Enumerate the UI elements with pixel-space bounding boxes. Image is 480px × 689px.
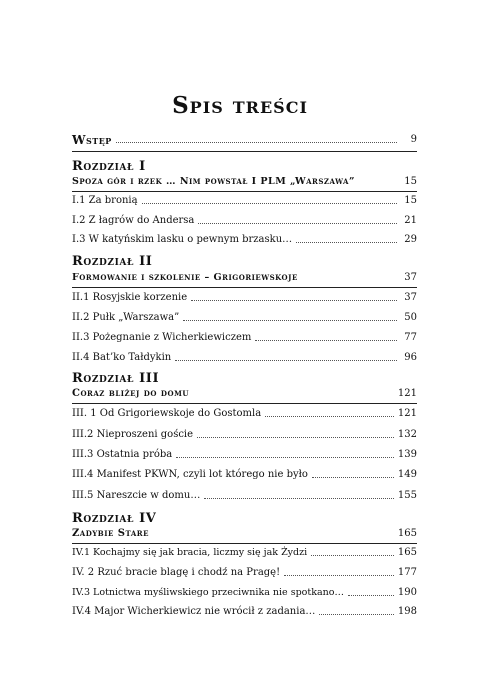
toc-entry-label: IV.3 Lotnictwa myśliwskiego przeciwnika nie spotkano…: [72, 587, 344, 598]
toc-page-number: 50: [404, 312, 417, 323]
toc-entry-label: I.3 W katyńskim lasku o pewnym brzasku…: [72, 234, 293, 245]
toc-page-number: 190: [397, 587, 417, 598]
toc-entry-row: [72, 567, 417, 579]
toc-page-number: 165: [397, 528, 417, 539]
chapter-heading: Rozdział I: [72, 159, 146, 174]
leader-dots: [284, 575, 394, 576]
toc-entry-label: IV.1 Kochajmy się jak bracia, liczmy się jak Żydzi: [72, 547, 308, 558]
toc-entry-label: II.2 Pułk „Warszawa”: [72, 312, 180, 323]
toc-page-number: 121: [397, 388, 417, 399]
toc-entry-label: Wstęp: [72, 133, 112, 147]
toc-entry-label: III.4 Manifest PKWN, czyli lot którego nie było: [72, 469, 308, 480]
leader-dots: [312, 477, 394, 478]
toc-entry-row: [72, 215, 417, 227]
chapter-subtitle-row: [72, 272, 417, 284]
toc-entry-label: III.2 Nieproszeni goście: [72, 429, 194, 440]
leader-dots: [198, 223, 397, 224]
toc-entry-label: II.3 Pożegnanie z Wicherkiewiczem: [72, 332, 252, 343]
toc-page-number: 121: [397, 408, 417, 419]
chapter-subtitle: Formowanie i szkolenie – Grigoriewskoje: [72, 272, 298, 283]
toc-entry-label: III.3 Ostatnia próba: [72, 449, 173, 460]
divider: [72, 543, 417, 544]
toc-entry-row: [72, 234, 417, 246]
divider: [72, 151, 417, 152]
leader-dots: [176, 457, 394, 458]
toc-page-number: 29: [404, 234, 417, 245]
toc-entry-row: [72, 587, 417, 599]
toc-entry-row: [72, 312, 417, 324]
divider: [72, 191, 417, 192]
toc-entry-label: III. 1 Od Grigoriewskoje do Gostomla: [72, 408, 262, 419]
toc-page-number: 149: [397, 469, 417, 480]
leader-dots: [175, 360, 397, 361]
toc-intro-row: [72, 134, 417, 146]
chapter-heading: Rozdział III: [72, 371, 160, 386]
leader-dots: [265, 416, 394, 417]
toc-entry-row: [72, 429, 417, 441]
toc-entry-row: [72, 292, 417, 304]
toc-entry-row: [72, 490, 417, 502]
chapter-subtitle: Spoza gór i rzek … Nim powstał I PLM „Warszawa”: [72, 176, 355, 187]
toc-page-number: 96: [404, 352, 417, 363]
toc-page-number: 139: [397, 449, 417, 460]
toc-page-number: 132: [397, 429, 417, 440]
toc-page-number: 9: [410, 134, 417, 145]
leader-dots: [204, 498, 394, 499]
toc-entry-label: III.5 Nareszcie w domu…: [72, 490, 201, 501]
toc-entry-row: [72, 195, 417, 207]
divider: [72, 403, 417, 404]
leader-dots: [142, 203, 397, 204]
chapter-subtitle: Coraz bliżej do domu: [72, 388, 189, 399]
toc-page-number: 21: [404, 215, 417, 226]
toc-page-number: 37: [404, 272, 417, 283]
toc-entry-row: [72, 469, 417, 481]
toc-entry-row: [72, 352, 417, 364]
toc-page-number: 15: [404, 195, 417, 206]
toc-entry-row: [72, 547, 417, 559]
toc-page-number: 15: [404, 176, 417, 187]
chapter-subtitle-row: [72, 176, 417, 188]
toc-page-number: 37: [404, 292, 417, 303]
divider: [72, 287, 417, 288]
leader-dots: [296, 242, 397, 243]
toc-entry-label: I.1 Za bronią: [72, 195, 138, 206]
toc-page-number: 77: [404, 332, 417, 343]
toc-entry-label: II.1 Rosyjskie korzenie: [72, 292, 188, 303]
leader-dots: [311, 555, 394, 556]
leader-dots: [116, 142, 397, 143]
page-title: Spis treści: [172, 92, 308, 119]
toc-entry-label: IV. 2 Rzuć bracie blagę i chodź na Pragę!: [72, 567, 281, 578]
toc-page-number: 165: [397, 547, 417, 558]
leader-dots: [183, 320, 397, 321]
toc-entry-label: IV.4 Major Wicherkiewicz nie wrócił z zadania…: [72, 606, 316, 617]
chapter-subtitle-row: [72, 388, 417, 400]
chapter-heading: Rozdział II: [72, 254, 153, 269]
toc-entry-row: [72, 449, 417, 461]
chapter-subtitle-row: [72, 528, 417, 540]
leader-dots: [319, 614, 394, 615]
toc-page-number: 177: [397, 567, 417, 578]
toc-entry-row: [72, 332, 417, 344]
chapter-heading: Rozdział IV: [72, 511, 157, 526]
toc-page-number: 198: [397, 606, 417, 617]
toc-page-number: 155: [397, 490, 417, 501]
leader-dots: [255, 340, 397, 341]
toc-entry-row: [72, 408, 417, 420]
toc-entry-label: I.2 Z łagrów do Andersa: [72, 215, 195, 226]
chapter-subtitle: Zadybie Stare: [72, 528, 149, 539]
toc-entry-label: II.4 Bat’ko Tałdykin: [72, 352, 172, 363]
leader-dots: [348, 595, 394, 596]
leader-dots: [197, 437, 394, 438]
toc-entry-row: [72, 606, 417, 618]
leader-dots: [191, 300, 397, 301]
